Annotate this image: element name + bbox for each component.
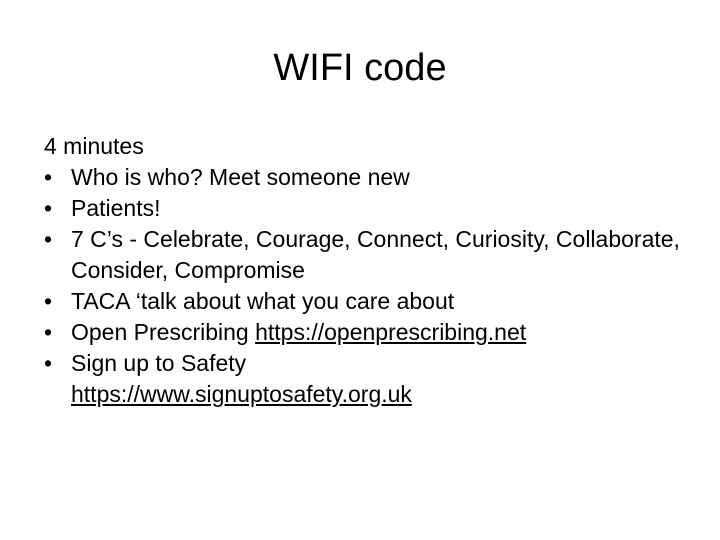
openprescribing-link[interactable]: https://openprescribing.net [255,319,527,345]
list-item [44,162,684,193]
bullet-icon: • [44,226,53,252]
list-item [44,224,684,286]
bullet-list [44,162,684,410]
intro-text: 4 minutes [44,133,144,159]
slide-title: WIFI code [273,47,447,89]
list-item-text: 7 C’s - Celebrate, Courage, Connect, Curiosity, Collaborate, Consider, Compromise [71,226,680,283]
list-item [44,193,684,224]
bullet-icon: • [44,350,53,376]
list-item-text: Sign up to Safety [71,350,247,376]
bullet-icon: • [44,164,53,190]
bullet-icon: • [44,195,53,221]
list-item [44,317,684,348]
list-item [44,348,684,410]
list-item-text: TACA ‘talk about what you care about [71,288,455,314]
list-item-text: Who is who? Meet someone new [71,164,410,190]
bullet-icon: • [44,319,53,345]
slide-body [44,131,684,410]
list-item-text: Open Prescribing [71,319,256,345]
list-item [44,286,684,317]
list-item-text: Patients! [71,195,161,221]
bullet-icon: • [44,288,53,314]
signuptosafety-link[interactable]: https://www.signuptosafety.org.uk [71,381,412,407]
